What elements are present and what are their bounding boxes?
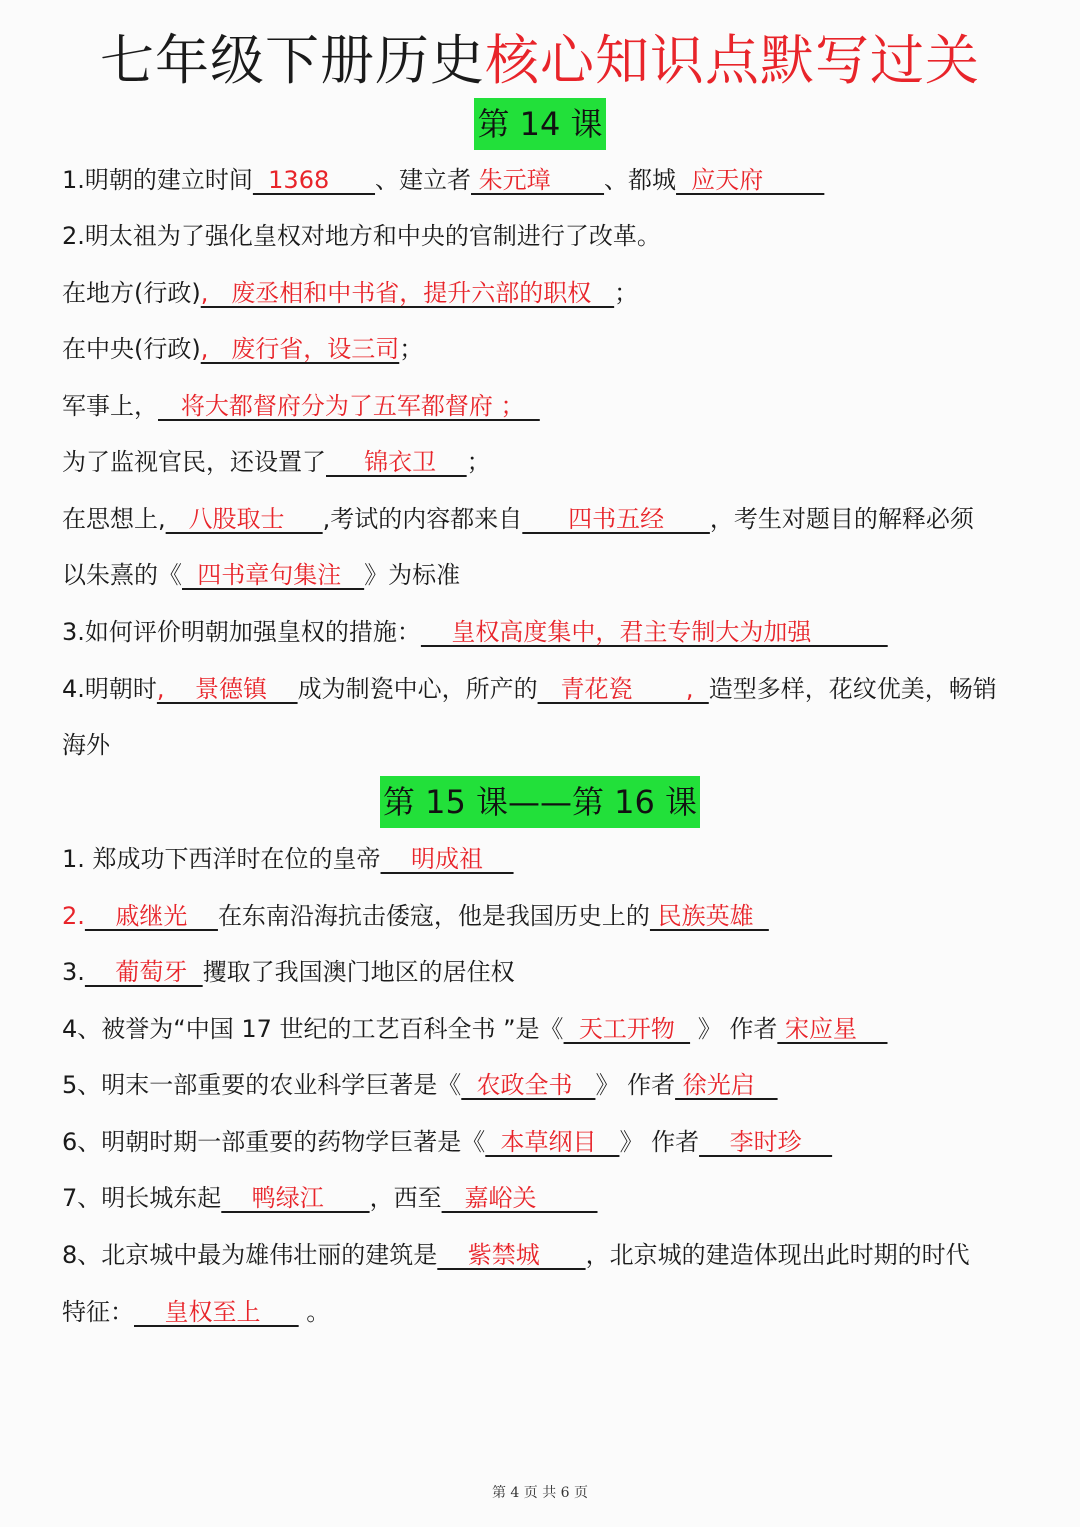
s1-line9: 3.如何评价明朝加强皇权的措施： 皇权高度集中，君主专制大为加强	[62, 618, 888, 646]
s2-line8: 8、北京城中最为雄伟壮丽的建筑是 紫禁城 ，北京城的建造体现出此时期的时代	[62, 1241, 970, 1269]
answer-field: , 景德镇	[156, 675, 298, 703]
s1-line8: 以朱熹的《 四书章句集注 》为标准	[62, 561, 461, 589]
s2-line5: 5、明末一部重要的农业科学巨著是《 农政全书 》 作者 徐光启	[62, 1071, 778, 1099]
s1-line10: 4.明朝时, 景德镇 成为制瓷中心，所产的 青花瓷 , 造型多样，花纹优美，畅销	[62, 675, 997, 703]
answer-field: 明成祖	[380, 845, 514, 873]
s2-line4: 4、被誉为“中国 17 世纪的工艺百科全书 ”是《 天工开物 》 作者 宋应星	[62, 1015, 888, 1043]
s2-line1: 1. 郑成功下西洋时在位的皇帝 明成祖	[62, 845, 514, 873]
answer-field: 葡萄牙	[84, 958, 203, 986]
s1-line5: 军事上， 将大都督府分为了五军都督府 ；	[62, 392, 540, 420]
s2-line9: 特征： 皇权至上 。	[62, 1298, 331, 1326]
answer-field: 八股取士	[165, 505, 323, 533]
s1-line2: 2.明太祖为了强化皇权对地方和中央的官制进行了改革。	[62, 222, 661, 250]
s2-line6: 6、明朝时期一部重要的药物学巨著是《 本草纲目 》 作者 李时珍	[62, 1128, 833, 1156]
answer-field: 应天府	[676, 166, 825, 194]
answer-field: , 废行省，设三司	[200, 335, 400, 363]
s1-line6: 为了监视官民，还设置了 锦衣卫 ；	[62, 448, 491, 476]
answer-field: 鸭绿江	[221, 1184, 370, 1212]
s2-line2: 2. 戚继光 在东南沿海抗击倭寇，他是我国历史上的 民族英雄	[62, 902, 769, 930]
answer-field: 民族英雄	[649, 902, 769, 930]
section-heading-lesson14: 第 14 课	[0, 98, 1080, 150]
answer-field: 紫禁城	[437, 1241, 586, 1269]
answer-field: 皇权至上	[134, 1298, 299, 1326]
answer-field: 嘉峪关	[441, 1184, 598, 1212]
answer-field: 戚继光	[84, 902, 218, 930]
section-heading-lesson15-16: 第 15 课——第 16 课	[0, 776, 1080, 828]
answer-field: 朱元璋	[471, 166, 605, 194]
answer-field: , 废丞相和中书省，提升六部的职权	[200, 279, 615, 307]
s1-line4: 在中央(行政), 废行省，设三司；	[62, 335, 424, 363]
s1-line3: 在地方(行政), 废丞相和中书省，提升六部的职权 ；	[62, 279, 639, 307]
answer-field: 青花瓷 ,	[537, 675, 709, 703]
answer-field: 农政全书	[461, 1071, 596, 1099]
page-footer: 第 4 页 共 6 页	[491, 1485, 589, 1501]
answer-field: 宋应星	[777, 1015, 888, 1043]
answer-field: 锦衣卫	[326, 448, 467, 476]
answer-field: 皇权高度集中，君主专制大为加强	[420, 618, 888, 646]
answer-field: 徐光启	[675, 1071, 778, 1099]
answer-field: 天工开物	[563, 1015, 691, 1043]
answer-field: 本草纲目	[485, 1128, 620, 1156]
answer-field: 李时珍	[699, 1128, 833, 1156]
s1-line1: 1.明朝的建立时间 1368 、建立者 朱元璋 、都城 应天府	[62, 166, 825, 194]
answer-field: 四书章句集注	[182, 561, 365, 589]
s1-line11: 海外	[62, 731, 110, 759]
s2-line7: 7、明长城东起 鸭绿江 ，西至 嘉峪关	[62, 1184, 598, 1212]
answer-field: 将大都督府分为了五军都督府 ；	[158, 392, 540, 420]
answer-field: 四书五经	[522, 505, 710, 533]
s2-line3: 3. 葡萄牙 攫取了我国澳门地区的居住权	[62, 958, 515, 986]
title-part2: 核心知识点默写过关	[485, 29, 980, 92]
page-title	[0, 26, 1080, 96]
answer-field: 1368	[252, 166, 376, 194]
s1-line7: 在思想上, 八股取士 ,考试的内容都来自 四书五经 ，考生对题目的解释必须	[62, 505, 974, 533]
title-part1: 七年级下册历史	[100, 29, 485, 92]
